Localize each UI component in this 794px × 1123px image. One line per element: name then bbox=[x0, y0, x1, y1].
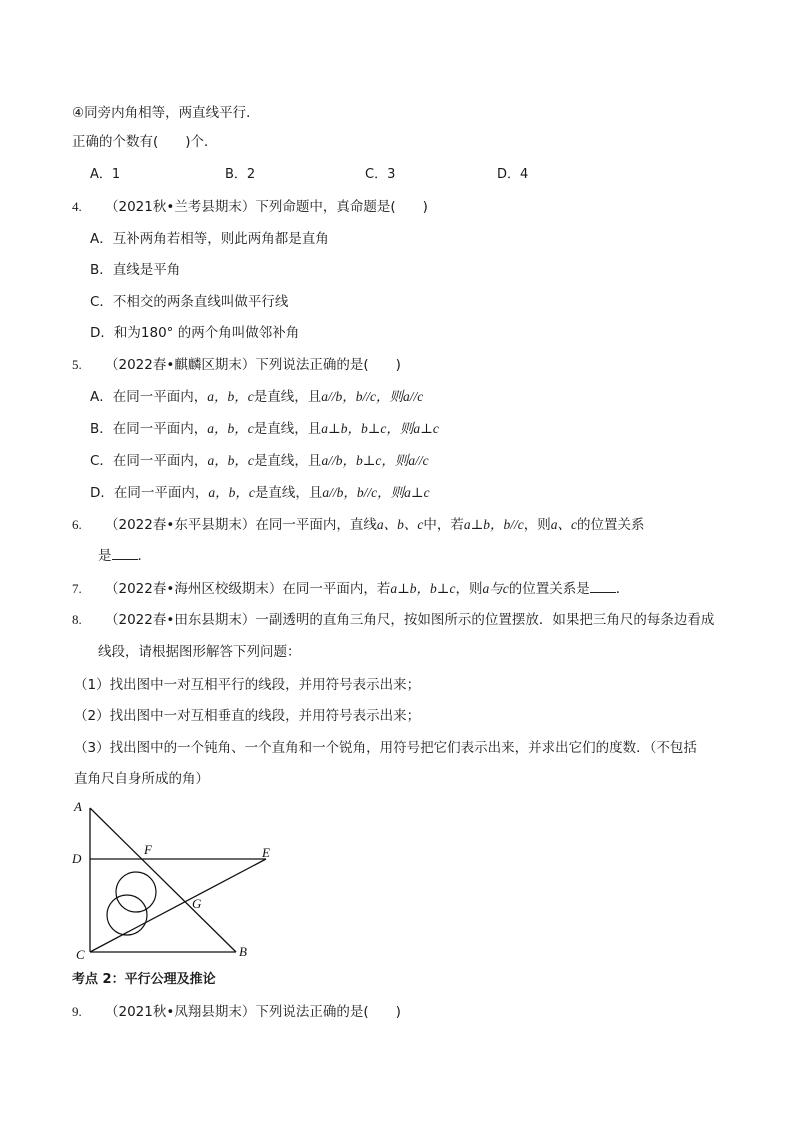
q5-option-b: B．在同一平面内，a，b，c是直线，且a⊥b，b⊥c，则a⊥c bbox=[90, 421, 439, 437]
q6-line2: 是 ． bbox=[98, 548, 151, 564]
segment-ce bbox=[90, 859, 266, 952]
q8-part-2: （2）找出图中一对互相垂直的线段，并用符号表示出来； bbox=[74, 708, 421, 724]
q6-stem: （2022春•东平县期末）在同一平面内，直线a、b、c中，若a⊥b，b//c，则a、c的位置关系 bbox=[105, 517, 645, 533]
q3-option-d: D．4 bbox=[497, 167, 529, 182]
q8-number: 8. bbox=[72, 612, 82, 627]
q4-stem: （2021秋•兰考县期末）下列命题中，真命题是( ) bbox=[105, 199, 428, 215]
q3-option-a: A．1 bbox=[90, 167, 121, 182]
label-g: G bbox=[192, 896, 202, 911]
label-b: B bbox=[239, 944, 247, 959]
q7-number: 7. bbox=[72, 581, 82, 596]
q5-option-a: A．在同一平面内，a，b，c是直线，且a//b，b//c，则a//c bbox=[90, 389, 424, 405]
label-f: F bbox=[144, 842, 152, 857]
q9-stem: （2021秋•凤翔县期末）下列说法正确的是( ) bbox=[105, 1004, 401, 1020]
q8-stem-line2: 线段，请根据图形解答下列问题： bbox=[98, 644, 301, 660]
q3-statement-4: ④同旁内角相等，两直线平行． bbox=[72, 105, 260, 121]
q5-option-d: D．在同一平面内，a，b，c是直线，且a//b，b//c，则a⊥c bbox=[90, 485, 430, 501]
q6-answer-blank[interactable] bbox=[112, 547, 138, 560]
q5-option-c: C．在同一平面内，a，b，c是直线，且a//b，b⊥c，则a//c bbox=[90, 453, 429, 469]
q8-part-3: （3）找出图中的一个钝角、一个直角和一个锐角，用符号把它们表示出来，并求出它们的度数．（不包括 bbox=[74, 740, 697, 756]
label-a: A bbox=[74, 799, 82, 814]
q4-option-b: B．直线是平角 bbox=[90, 262, 181, 278]
q8-part-3-cont: 直角尺自身所成的角） bbox=[74, 771, 209, 787]
q5-number: 5. bbox=[72, 357, 82, 372]
q8-part-1: （1）找出图中一对互相平行的线段，并用符号表示出来； bbox=[74, 677, 421, 693]
q7-answer-blank[interactable] bbox=[590, 580, 616, 593]
q4-option-a: A．互补两角若相等，则此两角都是直角 bbox=[90, 231, 329, 247]
section-heading: 考点 2：平行公理及推论 bbox=[72, 972, 216, 987]
q3-option-c: C．3 bbox=[365, 167, 396, 182]
q7-stem: （2022春•海州区校级期末）在同一平面内，若a⊥b，b⊥c，则a与c的位置关系是 ． bbox=[105, 581, 630, 597]
q5-stem: （2022春•麒麟区期末）下列说法正确的是( ) bbox=[105, 357, 401, 373]
q4-option-c: C．不相交的两条直线叫做平行线 bbox=[90, 294, 289, 310]
q9-number: 9. bbox=[72, 1004, 82, 1019]
label-c: C bbox=[76, 947, 85, 962]
q3-option-b: B．2 bbox=[225, 167, 256, 182]
q3-prompt: 正确的个数有( )个． bbox=[72, 134, 218, 150]
triangle-figure bbox=[66, 796, 286, 966]
segment-ab bbox=[90, 808, 236, 952]
protractor-hole-upper bbox=[116, 872, 156, 912]
label-e: E bbox=[262, 845, 270, 860]
protractor-hole-lower bbox=[107, 895, 147, 935]
q4-number: 4. bbox=[72, 199, 82, 214]
q6-number: 6. bbox=[72, 517, 82, 532]
label-d: D bbox=[72, 851, 82, 866]
q8-stem-line1: （2022春•田东县期末）一副透明的直角三角尺，按如图所示的位置摆放．如果把三角尺的每条边看成 bbox=[105, 612, 715, 628]
q4-option-d: D．和为180° 的两个角叫做邻补角 bbox=[90, 325, 300, 341]
